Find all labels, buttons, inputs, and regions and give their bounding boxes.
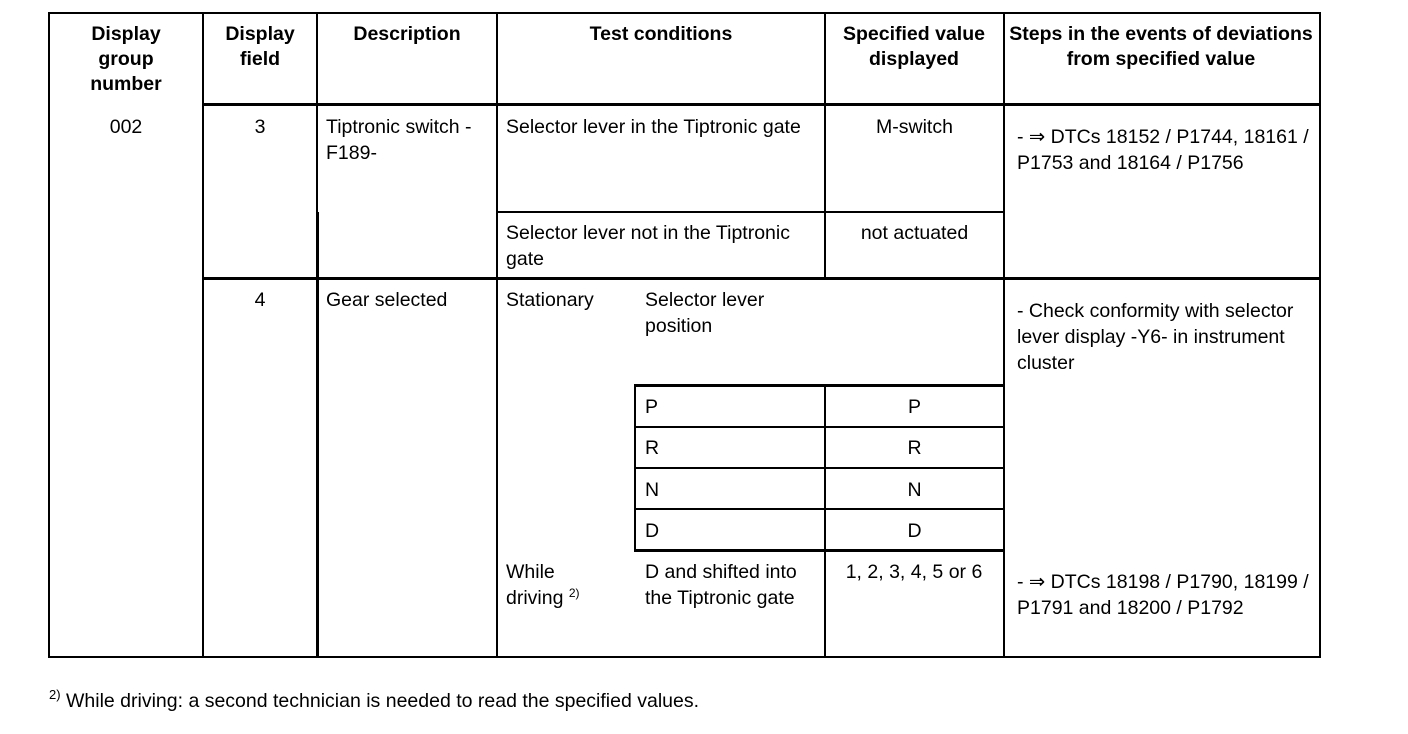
header-specified-value: Specified value displayed (843, 23, 985, 70)
footnote (49, 688, 699, 714)
field3-value-m-switch: M-switch (876, 116, 953, 138)
while-driving-footnote-marker: 2) (568, 586, 580, 600)
field3-number: 3 (254, 116, 266, 138)
header-display-field: Display field (225, 23, 295, 70)
table-border-top (48, 12, 1321, 14)
position-line-pr (634, 426, 1005, 428)
position-d-value: D (907, 520, 922, 542)
field4-number: 4 (254, 289, 266, 311)
header-description: Description (353, 23, 461, 45)
position-line-rn (634, 467, 1005, 469)
positions-top-line (634, 384, 1005, 387)
field3-condition-not-in-gate: Selector lever not in the Tiptronic gate (506, 222, 790, 270)
driving-value: 1, 2, 3, 4, 5 or 6 (845, 561, 983, 583)
driving-condition: D and shifted into the Tiptronic gate (645, 561, 797, 609)
table-border-left (48, 12, 50, 658)
selector-position-label: Selector lever position (645, 289, 765, 337)
header-steps: Steps in the events of deviations from specified value (1009, 23, 1313, 70)
field3-description: Tiptronic switch -F189- (326, 116, 472, 164)
position-r: R (645, 437, 660, 459)
field4-steps-driving: - ⇒ DTCs 18198 / P1790, 18199 / P1791 and 18200 / P1792 (1017, 571, 1309, 619)
field-separator-line (202, 277, 1321, 280)
position-p: P (645, 396, 659, 418)
footnote-marker: 2) (49, 687, 61, 702)
table-border-bottom (48, 656, 1321, 658)
footnote-text: While driving: a second technician is needed to read the specified values. (65, 690, 700, 712)
header-line (202, 103, 1321, 106)
position-n: N (645, 479, 660, 501)
field4-steps-stationary: - Check conformity with selector lever display -Y6- in instrument cluster (1017, 300, 1294, 374)
field3-value-not-actuated: not actuated (860, 222, 969, 244)
field3-split-line (496, 211, 1005, 213)
col-line-conditions (496, 12, 498, 658)
col-line-field (202, 12, 204, 658)
position-d: D (645, 520, 660, 542)
field3-steps: - ⇒ DTCs 18152 / P1744, 18161 / P1753 and 18164 / P1756 (1017, 126, 1309, 174)
group-number-cell: 002 (109, 116, 143, 138)
positions-bottom-line (634, 549, 1005, 552)
field4-description: Gear selected (326, 289, 448, 311)
while-driving-label (506, 559, 606, 611)
col-line-steps (1003, 12, 1005, 658)
while-driving-text: While driving (506, 561, 564, 609)
header-test-conditions: Test conditions (589, 23, 733, 45)
position-p-value: P (907, 396, 921, 418)
position-r-value: R (907, 437, 922, 459)
position-line-nd (634, 508, 1005, 510)
field3-condition-in-gate: Selector lever in the Tiptronic gate (506, 116, 801, 138)
position-n-value: N (907, 479, 922, 501)
stationary-label: Stationary (506, 289, 594, 311)
table-border-right (1319, 12, 1321, 658)
header-group-number: Display group number (90, 23, 162, 95)
